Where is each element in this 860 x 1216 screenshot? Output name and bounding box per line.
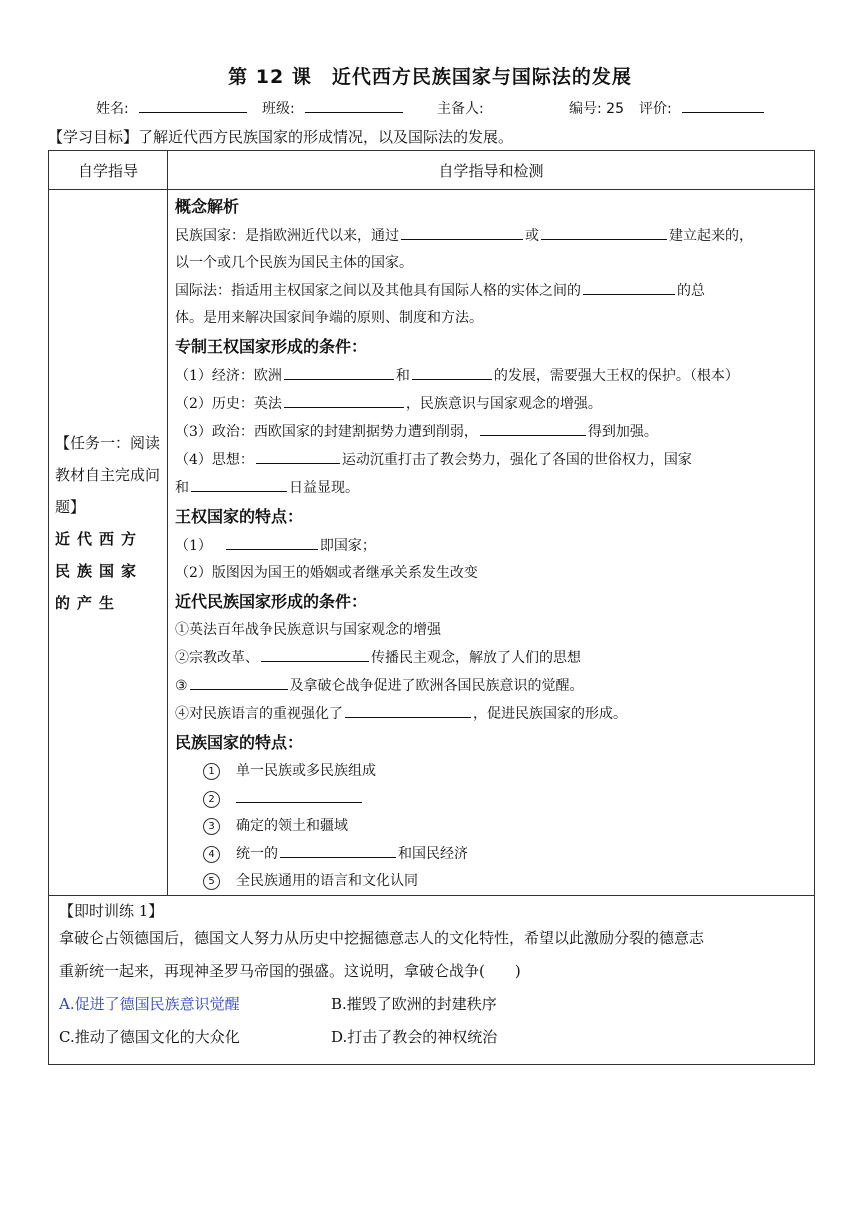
royal-feature-1: （1） 即国家； [175,532,814,560]
answer-blank[interactable] [261,644,369,662]
content-cell [168,190,815,896]
nation-features-title: 民族国家的特点： [175,733,304,752]
evaluation-blank[interactable] [682,98,764,113]
answer-blank[interactable] [226,532,318,550]
number-circle: 1 [203,763,220,780]
number-circle: 4 [203,846,220,863]
answer-blank[interactable] [541,222,667,240]
absolute-condition-4: （4）思想： 运动沉重打击了教会势力，强化了各国的世俗权力，国家 [175,446,814,474]
answer-blank[interactable] [190,672,288,690]
answer-blank[interactable] [284,362,394,380]
preparer-label: 主备人: [437,101,484,117]
nation-feature-1: 1 单一民族或多民族组成 [175,758,814,785]
number-circle: 3 [203,818,220,835]
answer-blank[interactable] [412,362,492,380]
royal-state-title: 王权国家的特点： [175,507,304,526]
absolute-condition-1: （1）经济：欧洲 和 的发展，需要强大王权的保护。（根本） [175,362,814,390]
goal-text: 了解近代西方民族国家的形成情况，以及国际法的发展。 [138,128,514,146]
drill-title: 【即时训练 1】 [59,902,164,920]
nation-feature-4: 4 统一的 和国民经济 [175,840,814,868]
intl-law-def: 国际法：指适用主权国家之间以及其他具有国际人格的实体之间的 的总 [175,277,814,305]
absolute-condition-4-cont: 和 日益显现。 [175,474,814,502]
option-b[interactable]: B.摧毁了欧洲的封建秩序 [331,995,497,1013]
absolute-condition-2: （2）历史：英法 ，民族意识与国家观念的增强。 [175,390,814,418]
options-row-2 [59,1021,806,1054]
number-label: 编号: 25 [569,101,624,117]
task-topic: 近代西方民族国家的产生 [55,530,144,612]
concept-title: 概念解析 [175,197,240,216]
royal-feature-2: （2）版图因为国王的婚姻或者继承关系发生改变 [175,565,478,581]
nation-feature-5: 5 全民族通用的语言和文化认同 [175,868,814,895]
nation-state-def: 民族国家：是指欧洲近代以来，通过 或 建立起来的， [175,222,814,250]
study-table [48,150,815,1065]
class-blank[interactable] [305,98,403,113]
modern-condition-3: ③ 及拿破仑战争促进了欧洲各国民族意识的觉醒。 [175,672,814,700]
answer-blank[interactable] [480,418,586,436]
modern-state-title: 近代民族国家形成的条件： [175,592,368,611]
drill-question-1: 拿破仑占领德国后，德国文人努力从历史中挖掘德意志人的文化特性，希望以此激励分裂的德意志 [59,929,705,947]
drill-question-2: 重新统一起来，再现神圣罗马帝国的强盛。这说明，拿破仑战争( ) [59,962,521,980]
absolute-monarchy-title: 专制王权国家形成的条件： [175,337,368,356]
col1-header: 自学指导 [49,151,168,190]
option-d[interactable]: D.打击了教会的神权统治 [331,1028,498,1046]
answer-blank[interactable] [284,390,404,408]
nation-feature-3: 3 确定的领土和疆域 [175,813,814,840]
evaluation-field[interactable]: 评价: [639,98,672,118]
nation-feature-2 [175,785,814,813]
modern-condition-2: ②宗教改革、 传播民主观念，解放了人们的思想 [175,644,814,672]
col2-header: 自学指导和检测 [168,151,815,190]
answer-blank[interactable] [345,700,471,718]
modern-condition-4: ④对民族语言的重视强化了 ，促进民族国家的形成。 [175,700,814,728]
answer-blank[interactable] [280,840,396,858]
option-c[interactable]: C.推动了德国文化的大众化 [59,1028,240,1046]
number-circle: 2 [203,791,220,808]
answer-blank[interactable] [191,474,287,492]
drill-section [49,896,815,1065]
task-cell [49,190,168,896]
answer-blank[interactable] [401,222,523,240]
option-a[interactable]: A.促进了德国民族意识觉醒 [59,995,240,1013]
name-blank[interactable] [139,98,247,113]
options-row-1 [59,988,806,1021]
answer-blank[interactable] [236,785,362,803]
modern-condition-1: ①英法百年战争民族意识与国家观念的增强 [175,622,441,638]
task-label [55,427,161,619]
name-field[interactable]: 姓名: [96,98,129,118]
answer-blank[interactable] [256,446,340,464]
absolute-condition-3: （3）政治：西欧国家的封建割据势力遭到削弱， 得到加强。 [175,418,814,446]
learning-goal [48,126,513,147]
class-field[interactable]: 班级: [262,98,295,118]
task-instruction: 【任务一：阅读教材自主完成问题】 [55,434,161,516]
answer-blank[interactable] [583,277,675,295]
intl-law-def-cont: 体。是用来解决国家间争端的原则、制度和方法。 [175,310,483,326]
goal-label: 【学习目标】 [48,128,139,146]
number-circle: 5 [203,873,220,890]
nation-state-def-cont: 以一个或几个民族为国民主体的国家。 [175,255,413,271]
page-title: 第 12 课 近代西方民族国家与国际法的发展 [228,66,632,88]
